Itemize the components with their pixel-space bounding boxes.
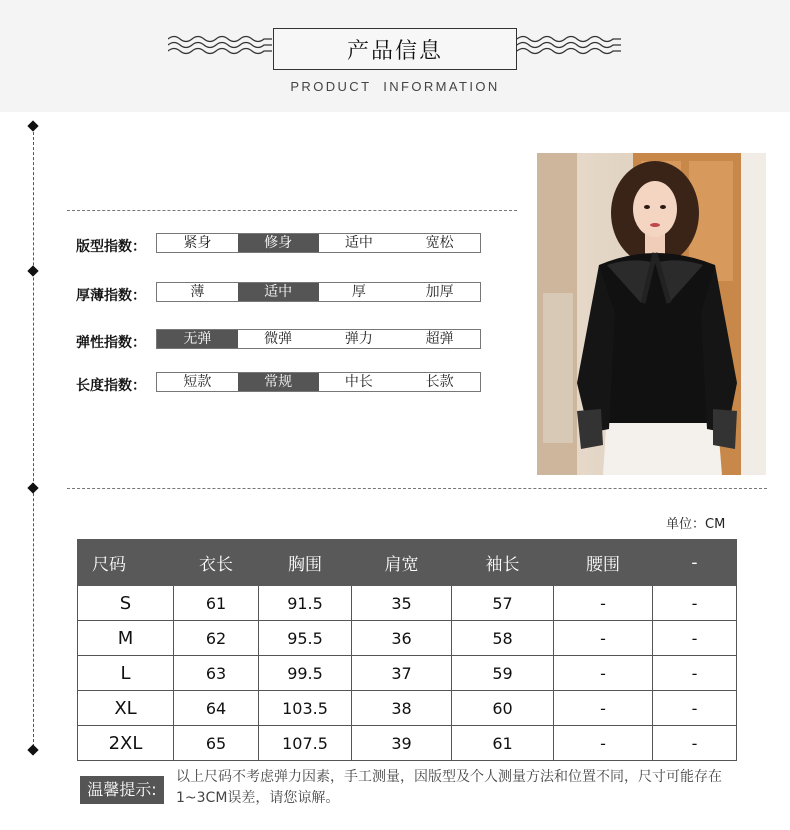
table-cell: 37 (352, 656, 452, 691)
timeline-diamond (27, 744, 38, 755)
table-cell: - (554, 691, 653, 726)
right-wave-ornament (517, 33, 621, 57)
index-option: 适中 (344, 235, 373, 251)
table-row (78, 621, 737, 656)
size-cell: 2XL (78, 726, 174, 761)
table-cell: - (554, 656, 653, 691)
size-cell: XL (78, 691, 174, 726)
index-option: 长款 (425, 374, 454, 390)
size-cell: S (78, 586, 174, 621)
index-option: 短款 (183, 374, 212, 390)
timeline-line (33, 127, 34, 752)
index-option-selected: 修身 (238, 234, 319, 252)
table-cell: - (653, 586, 737, 621)
table-cell: 91.5 (259, 586, 352, 621)
index-option: 加厚 (425, 284, 454, 300)
index-option: 紧身 (183, 235, 212, 251)
section-title: 产品信息 (273, 28, 517, 70)
divider (67, 210, 517, 211)
table-cell: - (554, 726, 653, 761)
column-header: 胸围 (259, 540, 352, 586)
table-cell: - (653, 726, 737, 761)
index-scale (156, 329, 481, 349)
column-header: 尺码 (78, 540, 174, 586)
table-cell: 58 (452, 621, 554, 656)
index-option-selected: 适中 (238, 283, 319, 301)
column-header: 衣长 (174, 540, 259, 586)
table-cell: - (653, 656, 737, 691)
column-header: 腰围 (554, 540, 653, 586)
table-cell: 35 (352, 586, 452, 621)
table-header-row (78, 540, 737, 586)
table-cell: 36 (352, 621, 452, 656)
table-cell: 99.5 (259, 656, 352, 691)
index-scale (156, 233, 481, 253)
table-cell: 63 (174, 656, 259, 691)
table-cell: 61 (174, 586, 259, 621)
column-header: 肩宽 (352, 540, 452, 586)
left-wave-ornament (168, 33, 272, 57)
section-subtitle: PRODUCT INFORMATION (290, 79, 500, 94)
column-header: 袖长 (452, 540, 554, 586)
divider (67, 488, 767, 489)
index-option: 微弹 (264, 331, 293, 347)
table-cell: 65 (174, 726, 259, 761)
table-cell: - (554, 621, 653, 656)
table-cell: - (653, 691, 737, 726)
index-scale (156, 372, 481, 392)
table-row (78, 691, 737, 726)
table-cell: 60 (452, 691, 554, 726)
timeline-diamond (27, 482, 38, 493)
table-cell: 38 (352, 691, 452, 726)
table-cell: - (554, 586, 653, 621)
table-row (78, 726, 737, 761)
unit-label: 单位：CM (666, 517, 726, 532)
index-option: 弹力 (344, 331, 373, 347)
table-cell: 64 (174, 691, 259, 726)
index-option-selected: 无弹 (157, 330, 238, 348)
table-cell: - (653, 621, 737, 656)
table-cell: 39 (352, 726, 452, 761)
tip-text: 以上尺码不考虑弹力因素，手工测量，因版型及个人测量方法和位置不同，尺寸可能存在1~3CM误差，请您谅解。 (176, 769, 722, 806)
table-cell: 95.5 (259, 621, 352, 656)
table-cell: 107.5 (259, 726, 352, 761)
timeline-diamond (27, 265, 38, 276)
column-header: - (653, 540, 737, 586)
size-cell: M (78, 621, 174, 656)
index-option: 超弹 (425, 331, 454, 347)
index-label: 长度指数： (76, 378, 146, 394)
index-label: 弹性指数： (76, 335, 146, 351)
tip-label: 温馨提示: (80, 776, 164, 804)
index-option-selected: 常规 (238, 373, 319, 391)
index-label: 厚薄指数： (76, 288, 146, 304)
index-label: 版型指数： (76, 239, 146, 255)
table-cell: 59 (452, 656, 554, 691)
table-cell: 62 (174, 621, 259, 656)
index-scale (156, 282, 481, 302)
table-cell: 103.5 (259, 691, 352, 726)
index-option: 厚 (351, 284, 366, 300)
table-cell: 57 (452, 586, 554, 621)
size-cell: L (78, 656, 174, 691)
table-row (78, 586, 737, 621)
size-table (77, 539, 737, 761)
product-photo (537, 153, 766, 475)
table-cell: 61 (452, 726, 554, 761)
index-option: 薄 (190, 284, 205, 300)
timeline-diamond (27, 120, 38, 131)
table-row (78, 656, 737, 691)
index-option: 中长 (344, 374, 373, 390)
index-option: 宽松 (425, 235, 454, 251)
